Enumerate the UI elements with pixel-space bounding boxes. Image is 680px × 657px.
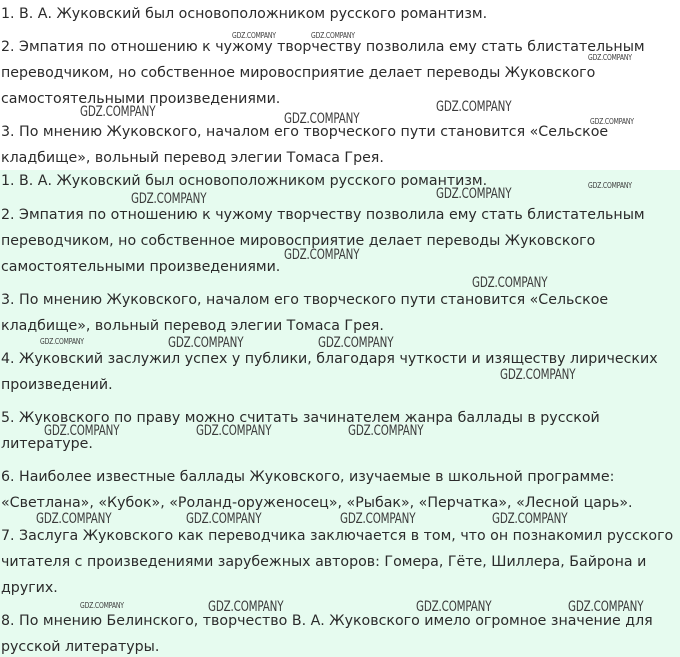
text-line: других. [1,580,58,596]
watermark: GDZ.COMPANY [284,111,360,127]
text-line: кладбище», вольный перевод элегии Томаса Грея. [1,150,384,166]
text-line: 2. Эмпатия по отношению к чужому творчеству позволила ему стать блистательным [1,207,645,223]
text-line: 7. Заслуга Жуковского как переводчика заключается в том, что он познакомил русского [1,528,674,544]
text-line: 5. Жуковского по праву можно считать зачинателем жанра баллады в русской [1,410,600,426]
text-line: самостоятельными произведениями. [1,91,281,107]
watermark: GDZ.COMPANY [284,247,360,263]
watermark: GDZ.COMPANY [40,337,84,346]
watermark: GDZ.COMPANY [436,186,512,202]
watermark: GDZ.COMPANY [318,335,394,351]
watermark: GDZ.COMPANY [232,31,276,40]
watermark: GDZ.COMPANY [568,599,644,615]
watermark: GDZ.COMPANY [436,99,512,115]
text-line: переводчиком, но собственное мировосприятие делает переводы Жуковского [1,65,596,81]
watermark: GDZ.COMPANY [196,423,272,439]
watermark: GDZ.COMPANY [500,367,576,383]
watermark: GDZ.COMPANY [80,104,156,120]
text-line: 2. Эмпатия по отношению к чужому творчеству позволила ему стать блистательным [1,39,645,55]
watermark: GDZ.COMPANY [492,511,568,527]
text-line: читателя с произведениями зарубежных авторов: Гомера, Гёте, Шиллера, Байрона и [1,554,647,570]
text-line: русской литературы. [1,639,160,655]
watermark: GDZ.COMPANY [416,599,492,615]
text-line: самостоятельными произведениями. [1,259,281,275]
text-line: 6. Наиболее известные баллады Жуковского, изучаемые в школьной программе: [1,469,615,485]
answer-block-original [0,0,680,170]
text-line: 4. Жуковский заслужил успех у публики, благодаря чуткости и изяществу лирических [1,351,658,367]
watermark: GDZ.COMPANY [80,601,124,610]
watermark: GDZ.COMPANY [208,599,284,615]
text-line: «Светлана», «Кубок», «Роланд-оруженосец», «Рыбак», «Перчатка», «Лесной царь». [1,495,633,511]
text-line: 8. По мнению Белинского, творчество В. А. Жуковского имело огромное значение для [1,613,653,629]
text-line: 1. В. А. Жуковский был основоположником русского романтизм. [1,6,488,22]
text-line: переводчиком, но собственное мировосприятие делает переводы Жуковского [1,233,596,249]
text-line: 3. По мнению Жуковского, началом его творческого пути становится «Сельское [1,124,609,140]
watermark: GDZ.COMPANY [44,423,120,439]
watermark: GDZ.COMPANY [131,191,207,207]
watermark: GDZ.COMPANY [36,511,112,527]
watermark: GDZ.COMPANY [168,335,244,351]
watermark: GDZ.COMPANY [472,275,548,291]
text-line: произведений. [1,377,113,393]
watermark: GDZ.COMPANY [588,53,632,62]
watermark: GDZ.COMPANY [590,117,634,126]
watermark: GDZ.COMPANY [311,31,355,40]
text-line: кладбище», вольный перевод элегии Томаса Грея. [1,318,384,334]
text-line: 1. В. А. Жуковский был основоположником русского романтизм. [1,173,488,189]
text-line: литературе. [1,436,93,452]
watermark: GDZ.COMPANY [588,181,632,190]
watermark: GDZ.COMPANY [348,423,424,439]
text-line: 3. По мнению Жуковского, началом его творческого пути становится «Сельское [1,292,609,308]
watermark: GDZ.COMPANY [186,511,262,527]
watermark: GDZ.COMPANY [340,511,416,527]
